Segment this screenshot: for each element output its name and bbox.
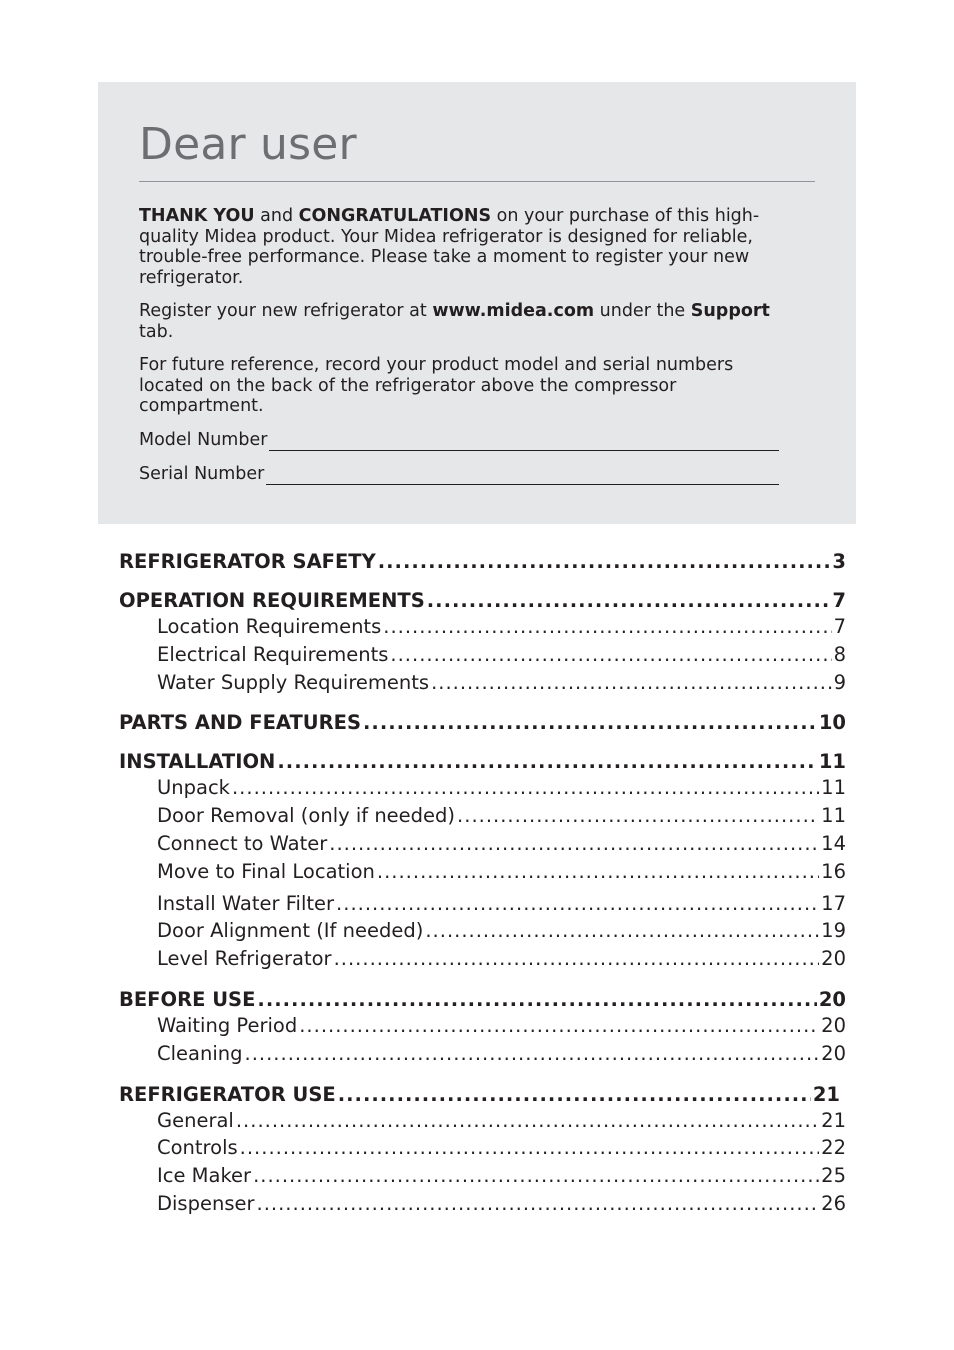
page-number: 11 — [821, 776, 846, 800]
leader-dots — [363, 711, 817, 735]
congratulations-text: CONGRATULATIONS — [298, 206, 492, 226]
toc-item-move-to-final-location[interactable]: Move to Final Location ..... 16 — [119, 858, 846, 886]
toc-item-controls[interactable]: Controls ..... 22 — [119, 1134, 846, 1162]
leader-dots — [253, 1162, 819, 1190]
toc-section-refrigerator-use[interactable]: REFRIGERATOR USE ..... 21 — [119, 1083, 846, 1107]
leader-dots — [390, 641, 831, 669]
page-number: 19 — [821, 919, 846, 943]
page-number: 20 — [821, 947, 846, 971]
serial-number-field — [139, 463, 779, 485]
toc-item-install-water-filter[interactable]: Install Water Filter ..... 17 — [119, 890, 846, 918]
page-number: 20 — [821, 1013, 846, 1037]
toc-section-operation-requirements[interactable]: OPERATION REQUIREMENTS ..... 7 — [119, 589, 846, 613]
page-number: 21 — [821, 1108, 846, 1132]
page-number: 7 — [832, 589, 846, 612]
serial-number-blank — [266, 467, 779, 485]
model-number-blank — [269, 433, 779, 451]
page-number: 9 — [833, 670, 846, 694]
page-number: 11 — [821, 804, 846, 828]
page-number: 21 — [812, 1082, 840, 1106]
page-number: 8 — [833, 642, 846, 666]
leader-dots — [457, 802, 819, 830]
leader-dots — [299, 1012, 819, 1040]
page-number: 25 — [821, 1164, 846, 1188]
support-tab-text: Support — [690, 301, 770, 321]
leader-dots — [240, 1134, 820, 1162]
toc-item-level-refrigerator[interactable]: Level Refrigerator ..... 20 — [119, 945, 846, 973]
toc-item-location-requirements[interactable]: Location Requirements ..... 7 — [119, 613, 846, 641]
intro-paragraph-register: Register your new refrigerator at www.midea.com under the Support tab. — [139, 301, 770, 342]
page-number: 26 — [821, 1191, 846, 1215]
leader-dots — [383, 613, 831, 641]
model-number-label: Model Number — [139, 429, 268, 450]
toc-item-water-supply-requirements[interactable]: Water Supply Requirements ..... 9 — [119, 669, 846, 697]
serial-number-label: Serial Number — [139, 463, 265, 484]
page-title: Dear user — [139, 119, 357, 170]
leader-dots — [336, 890, 819, 918]
page-number: 7 — [833, 615, 846, 638]
toc-item-ice-maker[interactable]: Ice Maker ..... 25 — [119, 1162, 846, 1190]
page-number: 10 — [818, 711, 846, 735]
leader-dots — [257, 988, 816, 1012]
page-number: 14 — [821, 831, 846, 855]
toc-section-parts-and-features[interactable]: PARTS AND FEATURES ..... 10 — [119, 711, 846, 735]
leader-dots — [329, 830, 819, 858]
table-of-contents — [119, 550, 846, 1218]
leader-dots — [377, 858, 819, 886]
leader-dots — [425, 917, 819, 945]
toc-item-door-alignment[interactable]: Door Alignment (If needed) ..... 19 — [119, 917, 846, 945]
leader-dots — [245, 1040, 820, 1068]
leader-dots — [378, 550, 831, 574]
toc-section-installation[interactable]: INSTALLATION ..... 11 — [119, 750, 846, 774]
intro-panel — [98, 82, 856, 524]
leader-dots — [334, 945, 820, 973]
thank-you-text: THANK YOU — [139, 206, 255, 226]
page-number: 3 — [832, 550, 846, 573]
model-number-field — [139, 429, 779, 451]
toc-section-refrigerator-safety[interactable]: REFRIGERATOR SAFETY ..... 3 — [119, 550, 846, 574]
toc-item-connect-to-water[interactable]: Connect to Water ..... 14 — [119, 830, 846, 858]
leader-dots — [236, 1107, 819, 1135]
toc-item-cleaning[interactable]: Cleaning ..... 20 — [119, 1040, 846, 1068]
intro-paragraph-reference: For future reference, record your product model and serial numbers located on the back of the refrigerator above the compressor compartment. — [139, 355, 734, 416]
intro-paragraph-thanks: THANK YOU and CONGRATULATIONS on your purchase of this high-quality Midea product. Your Midea refrigerator is designed for reliable, trouble-free performance. Please take a moment to register your new refrigerator. — [139, 206, 760, 288]
page-number: 17 — [821, 891, 846, 915]
leader-dots — [277, 750, 816, 774]
title-divider — [139, 181, 815, 182]
page-number: 20 — [821, 1041, 846, 1065]
toc-item-unpack[interactable]: Unpack ..... 11 — [119, 774, 846, 802]
page-number: 11 — [818, 750, 846, 774]
page-number: 16 — [821, 859, 846, 883]
page-number: 20 — [818, 987, 846, 1011]
leader-dots — [427, 589, 831, 613]
leader-dots — [232, 774, 819, 802]
leader-dots — [431, 669, 832, 697]
toc-item-waiting-period[interactable]: Waiting Period ..... 20 — [119, 1012, 846, 1040]
toc-section-before-use[interactable]: BEFORE USE ..... 20 — [119, 988, 846, 1012]
website-link[interactable]: www.midea.com — [432, 301, 595, 321]
page-number: 22 — [821, 1136, 846, 1160]
leader-dots — [338, 1083, 811, 1107]
toc-item-dispenser[interactable]: Dispenser ..... 26 — [119, 1190, 846, 1218]
toc-item-general[interactable]: General ..... 21 — [119, 1107, 846, 1135]
toc-item-electrical-requirements[interactable]: Electrical Requirements ..... 8 — [119, 641, 846, 669]
toc-item-door-removal[interactable]: Door Removal (only if needed) ..... 11 — [119, 802, 846, 830]
leader-dots — [257, 1190, 820, 1218]
